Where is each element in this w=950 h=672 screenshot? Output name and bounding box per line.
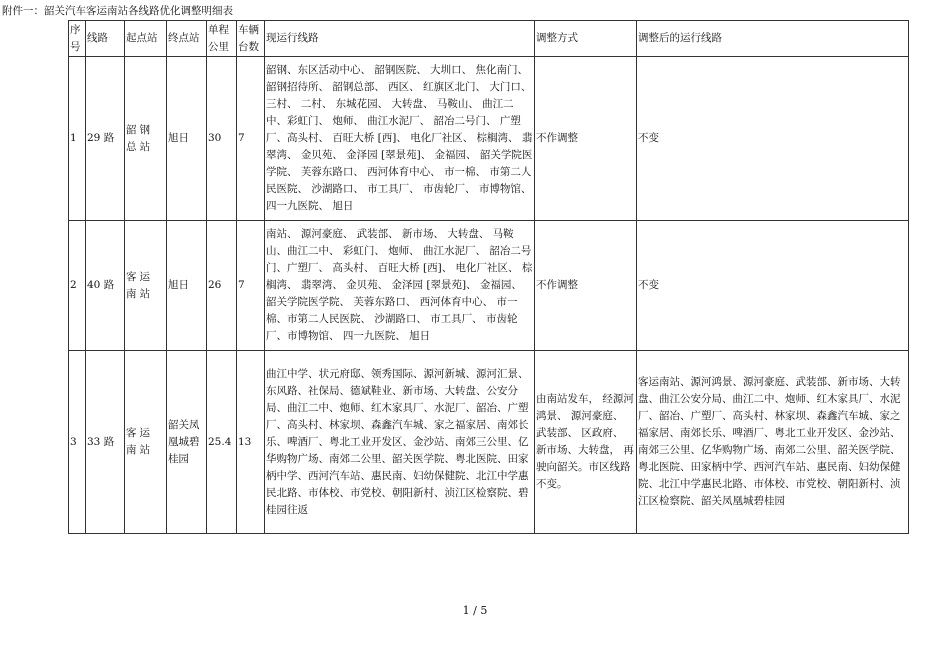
- column-header-current-route: 现运行线路: [265, 21, 535, 57]
- cell-km: 30: [207, 57, 237, 221]
- cell-line: 29 路: [86, 57, 125, 221]
- cell-start: 客运南站: [125, 351, 167, 534]
- cell-new-route: 不变: [637, 57, 909, 221]
- column-header-km: 单程公里: [207, 21, 237, 57]
- cell-current-route: 南站、 源河豪庭、 武装部、 新市场、 大转盘、 马鞍山、曲江二中、 彩虹门、 炮师、 曲江水泥厂、 韶冶二号门、广塑厂、 高头村、 百旺大桥 [西]、 电化厂社区、 棕榈湾、 翡翠湾、 金贝苑、 金泽园 [翠景苑]、 金福园、 韶关学院医学院、 芙蓉东路口、 西河体育中心、 市一棉、市第二人民医院、 沙湖路口、 市工具厂、 市齿轮厂、市博物馆、 四一九医院、 旭日: [265, 221, 535, 351]
- page-title: 附件一：韶关汽车客运南站各线路优化调整明细表: [2, 5, 233, 17]
- cell-method: 不作调整: [535, 221, 637, 351]
- cell-end: 韶关凤凰城碧桂园: [167, 351, 207, 534]
- column-header-new-route: 调整后的运行线路: [637, 21, 909, 57]
- cell-line: 33 路: [86, 351, 125, 534]
- cell-line: 40 路: [86, 221, 125, 351]
- cell-end: 旭日: [167, 57, 207, 221]
- cell-method: 由南站发车， 经源河鸿景、 源河豪庭、 武装部、 区政府、 新市场、大转盘， 再驶向韶关。市区线路不变。: [535, 351, 637, 534]
- cell-no: 3: [69, 351, 86, 534]
- cell-new-route: 不变: [637, 221, 909, 351]
- cell-vehicles: 7: [237, 221, 265, 351]
- table-row: [69, 57, 909, 221]
- cell-new-route: 客运南站、源河鸿景、源河豪庭、武装部、新市场、大转盘、曲江公安分局、曲江二中、炮师、红木家具厂、水泥厂、韶冶、广塑厂、高头村、林家坝、森鑫汽车城、家之福家居、南郊长乐、啤酒厂、粤北工业开发区、金沙站、南郊三公里、亿华购物广场、南郊二公里、韶关医学院、粤北医院、田家柄中学、西河汽车站、惠民南、妇幼保健院、北江中学惠民北路、市体校、市党校、朝阳新村、浈江区检察院、韶关凤凰城碧桂园: [637, 351, 909, 534]
- page-indicator: 1 / 5: [462, 604, 488, 617]
- cell-vehicles: 7: [237, 57, 265, 221]
- cell-current-route: 韶钢、东区活动中心、 韶钢医院、 大圳口、 焦化南门、韶钢招待所、 韶钢总部、 西区、 红旗区北门、 大门口、三村、 二村、 东城花园、 大转盘、 马鞍山、 曲江二中、彩虹门、 炮师、 曲江水泥厂、 韶冶二号门、 广塑厂、高头村、 百旺大桥 [西]、 电化厂社区、 棕榈湾、 翡翠湾、 金贝苑、 金泽园 [翠景苑]、 金福园、 韶关学院医学院、 芙蓉东路口、 西河体育中心、 市一棉、 市第二人民医院、 沙湖路口、 市工具厂、 市齿轮厂、 市博物馆、 四一九医院、 旭日: [265, 57, 535, 221]
- column-header-line: 线路: [86, 21, 125, 57]
- cell-start: 客运南站: [125, 221, 167, 351]
- table-row: [69, 221, 909, 351]
- cell-km: 26: [207, 221, 237, 351]
- table-header-row: [69, 21, 909, 57]
- cell-current-route: 曲江中学、状元府邸、领秀国际、源河新城、源河汇景、东风路、社保局、德斌鞋业、新市场、大转盘、公安分局、曲江二中、炮师、红木家具厂、水泥厂、韶冶、广塑厂、高头村、林家坝、森鑫汽车城、家之福家居、南郊长乐、啤酒厂、粤北工业开发区、金沙站、南郊三公里、亿华购物广场、南郊二公里、韶关医学院、粤北医院、田家柄中学、西河汽车站、惠民南、妇幼保健院、北江中学惠民北路、市体校、市党校、朝阳新村、浈江区检察院、碧桂园往返: [265, 351, 535, 534]
- cell-no: 1: [69, 57, 86, 221]
- table-row: [69, 351, 909, 534]
- cell-method: 不作调整: [535, 57, 637, 221]
- column-header-method: 调整方式: [535, 21, 637, 57]
- cell-km: 25.4: [207, 351, 237, 534]
- column-header-end: 终点站: [167, 21, 207, 57]
- cell-end: 旭日: [167, 221, 207, 351]
- cell-start: 韶钢总站: [125, 57, 167, 221]
- cell-vehicles: 13: [237, 351, 265, 534]
- cell-no: 2: [69, 221, 86, 351]
- column-header-no: 序号: [69, 21, 86, 57]
- column-header-start: 起点站: [125, 21, 167, 57]
- column-header-vehicles: 车辆台数: [237, 21, 265, 57]
- route-adjustment-table: [68, 20, 909, 534]
